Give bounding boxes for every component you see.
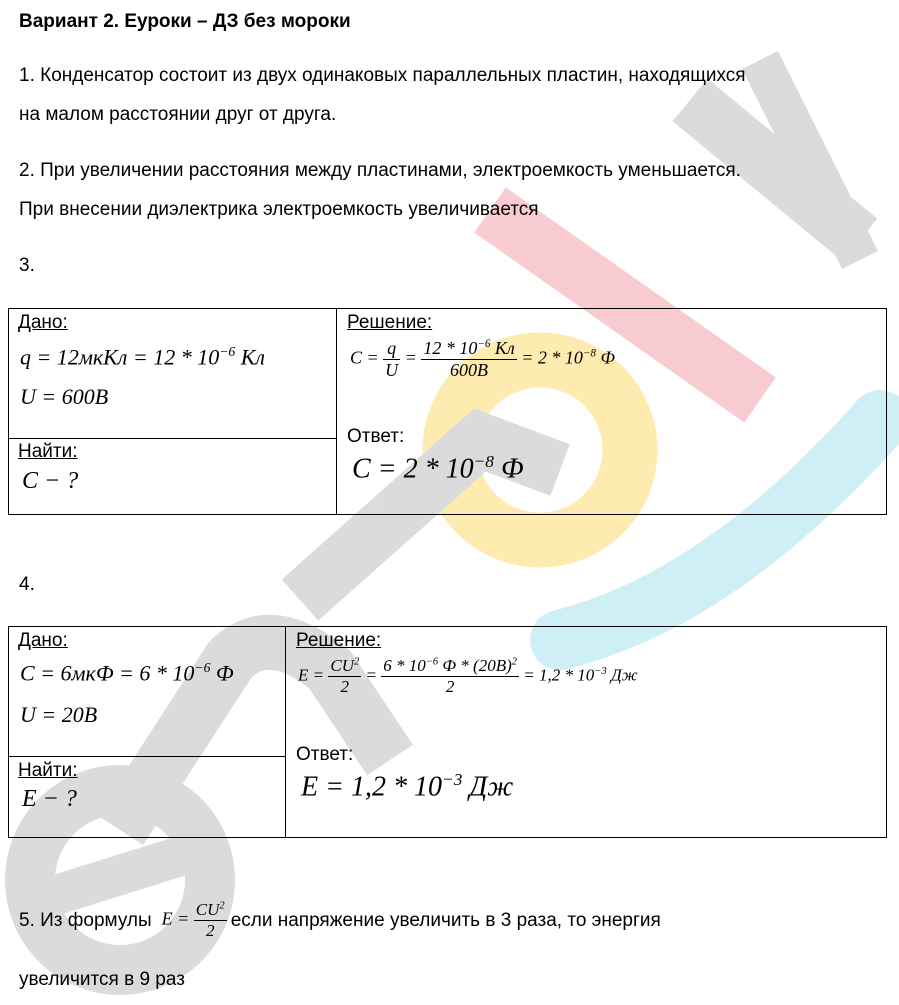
problem4-given-c: $C = 6мкФ = 6 * 10^{-6}$ Ф — [20, 660, 234, 686]
problem4-hdivider — [8, 756, 286, 757]
problem3-find-label: Найти: — [18, 441, 78, 462]
item5-line2: увеличится в 9 раз — [19, 969, 185, 990]
problem3-find: C − ? — [22, 468, 79, 494]
watermark-gray-e-bar — [40, 850, 200, 900]
item3-label: 3. — [19, 255, 35, 276]
problem3-hdivider — [8, 438, 337, 439]
item4-label: 4. — [19, 574, 35, 595]
problem3-answer: $C = 2 * 10^{-8}$ Ф — [352, 452, 524, 485]
problem3-answer-label: Ответ: — [347, 426, 405, 447]
problem4-given-u: U = 20B — [20, 702, 98, 727]
watermark-gray-k2 — [760, 60, 860, 260]
item5-formula: E = $\frac{CU^2}{2}$ — [161, 900, 225, 940]
problem4-find-label: Найти: — [18, 760, 78, 781]
problem4-find: E − ? — [22, 786, 77, 812]
item2-line2: При внесении диэлектрика электроемкость увеличивается — [19, 199, 539, 220]
item5-suffix: если напряжение увеличить в 3 раза, то энергия — [230, 909, 661, 931]
problem4-divider — [285, 626, 286, 837]
problem3-given-q: q = 12мкКл = $12 * 10^{-6}$ Кл — [20, 344, 265, 370]
problem4-solution-label: Решение: — [296, 630, 382, 651]
problem4-answer-label: Ответ: — [296, 744, 354, 765]
item5-line1 — [19, 900, 661, 941]
problem3-divider — [336, 308, 337, 514]
item1-line1: 1. Конденсатор состоит из двух одинаковых параллельных пластин, находящихся — [19, 65, 746, 86]
item2-line1: 2. При увеличении расстояния между пластинами, электроемкость уменьшается. — [19, 160, 741, 181]
problem3-solution-formula: C = $\frac{q}{U}$ = $\frac{12 * 10^{-6} Кл}{600B}$ = $2 * 10^{-8}$ Ф — [350, 338, 615, 380]
problem4-answer: $E = 1,2 * 10^{-3}$ Дж — [301, 770, 514, 803]
problem3-solution-label: Решение: — [347, 312, 433, 333]
problem4-given-label: Дано: — [18, 630, 68, 651]
problem3-given-u: U = 600B — [20, 384, 109, 409]
problem3-given-label: Дано: — [18, 312, 68, 333]
page-title: Вариант 2. Еуроки – ДЗ без мороки — [19, 11, 351, 32]
item5-prefix: 5. Из формулы — [19, 909, 152, 931]
item1-line2: на малом расстоянии друг от друга. — [19, 104, 337, 125]
problem4-solution-formula: E = $\frac{CU^2}{2}$ = $\frac{6 * 10^{-6} Ф * (20B)^2}{2}$ = $1,2 * 10^{-3}$ Дж — [298, 656, 638, 696]
